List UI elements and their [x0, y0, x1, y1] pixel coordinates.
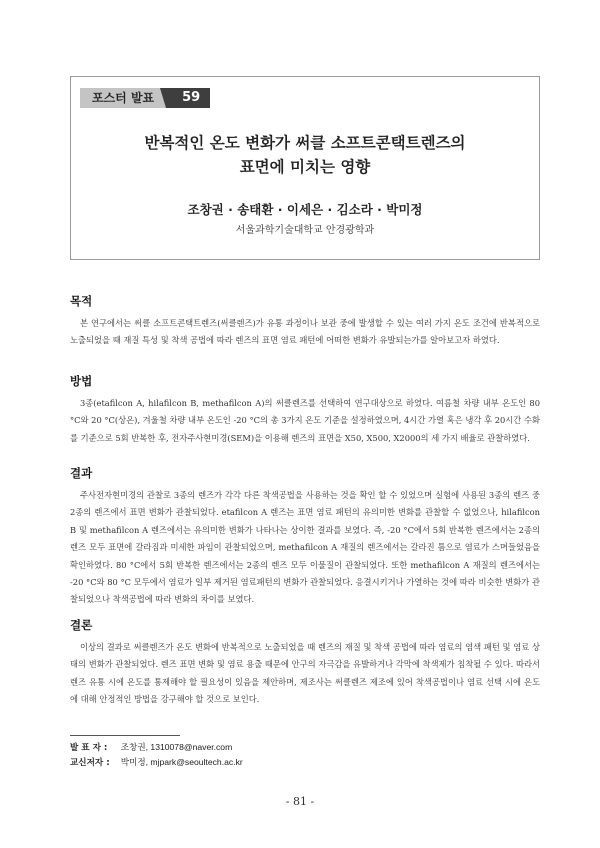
section-method: [70, 373, 540, 447]
title-line-1: 반복적인 온도 변화가 써클 소프트콘택트렌즈의: [144, 134, 466, 152]
section-body: 본 연구에서는 써클 소프트콘택트렌즈(써클렌즈)가 유통 과정이나 보관 중에 발생할 수 있는 여러 가지 온도 조건에 반복적으로 노출되었을 때 재질 특성 및 착색 공법에 따라 렌즈의 표면 염료 패턴에 어떠한 변화가 유발되는가를 알아보고자 하였다.: [70, 318, 540, 346]
badge-number: 59: [166, 88, 210, 108]
section-conclusion: [70, 617, 540, 709]
section-results: [70, 465, 540, 609]
section-body: 이상의 결과로 써클렌즈가 온도 변화에 반복적으로 노출되었을 때 렌즈의 재질 및 착색 공법에 따라 염료의 염색 패턴 및 염료 상태의 변화가 관찰되었다. 렌즈 표면 변화 및 염료 용출 때문에 안구의 자극감을 유발하거나 각막에 착색제가 침착될 수 있다. 따라서 렌즈 유통 시에 온도를 통제해야 할 필요성이 있음을 제안하며, 제조사는 써클렌즈 제조에 있어 착색공법이나 염료 선택 시에 온도에 대해 안정적인 방법을 강구해야 할 것으로 보인다.: [70, 642, 540, 705]
section-purpose: [70, 293, 540, 350]
title-line-2: 표면에 미치는 영향: [239, 158, 371, 176]
corresponding-label: 교신저자 :: [70, 758, 110, 768]
section-body: 3종(etafilcon A, hilafilcon B, methafilcon A)의 써클렌즈를 선택하여 연구대상으로 하였다. 여름철 차량 내부 온도인 80 °C와 20 °C(상온), 겨울철 차량 내부 온도인 -20 °C의 총 3가지 온도 기준을 설정하였으며, 4시간 가열 혹은 냉각 후 20시간 수화를 기준으로 5회 반복한 후, 전자주사현미경(SEM)을 이용해 렌즈의 표면을 X50, X500, X2000의 세 가지 배율로 관찰하였다.: [70, 398, 540, 443]
section-title: 결과: [70, 466, 93, 480]
footnote-divider: [70, 735, 180, 736]
presenter-label: 발 표 자 :: [70, 743, 108, 753]
page-number: - 81 -: [285, 795, 315, 808]
section-title: 목적: [70, 294, 93, 308]
section-title: 결론: [70, 618, 93, 632]
presenter-value: 조창권, 1310078@naver.com: [120, 742, 233, 752]
badge-label: 포스터 발표: [80, 88, 166, 108]
authors: 조창권 · 송태환 · 이세은 · 김소라 · 박미정: [187, 202, 423, 217]
section-title: 방법: [70, 374, 93, 388]
corresponding-author-info: [70, 756, 243, 768]
section-body: 주사전자현미경의 관찰로 3종의 렌즈가 각각 다른 착색공법을 사용하는 것을 확인 할 수 있었으며 실험에 사용된 3종의 렌즈 중 2종의 렌즈에서 표면 변화가 관찰되었다. etafilcon A 렌즈는 표면 염료 패턴의 유의미한 변화를 관찰할 수 없었으나, hilafilcon B 및 methafilcon A 렌즈에서는 유의미한 변화가 나타나는 상이한 결과를 보였다. 즉, -20 °C에서 5회 반복한 렌즈에서는 2종의 렌즈 모두 표면에 갈라짐과 미세한 파임이 관찰되었으며, methafilcon A 재질의 렌즈에서는 갈라진 틈으로 염료가 스며들었음을 확인하였다. 80 °C에서 5회 반복한 렌즈에서는 2종의 렌즈 모두 이물질이 관찰되었다. 또한 methafilcon A 재질의 렌즈에서는 -20 °C와 80 °C 모두에서 염료가 일부 제거된 염료패턴의 변화가 관찰되었다. 응결시키거나 가열하는 것에 따라 비슷한 변화가 관찰되었으나 착색공법에 따라 변화의 차이를 보였다.: [70, 490, 540, 605]
poster-badge: [80, 88, 210, 108]
corresponding-value: 박미정, mjpark@seoultech.ac.kr: [120, 757, 243, 767]
presenter-info: [70, 741, 232, 753]
affiliation: 서울과학기술대학교 안경광학과: [235, 225, 375, 236]
